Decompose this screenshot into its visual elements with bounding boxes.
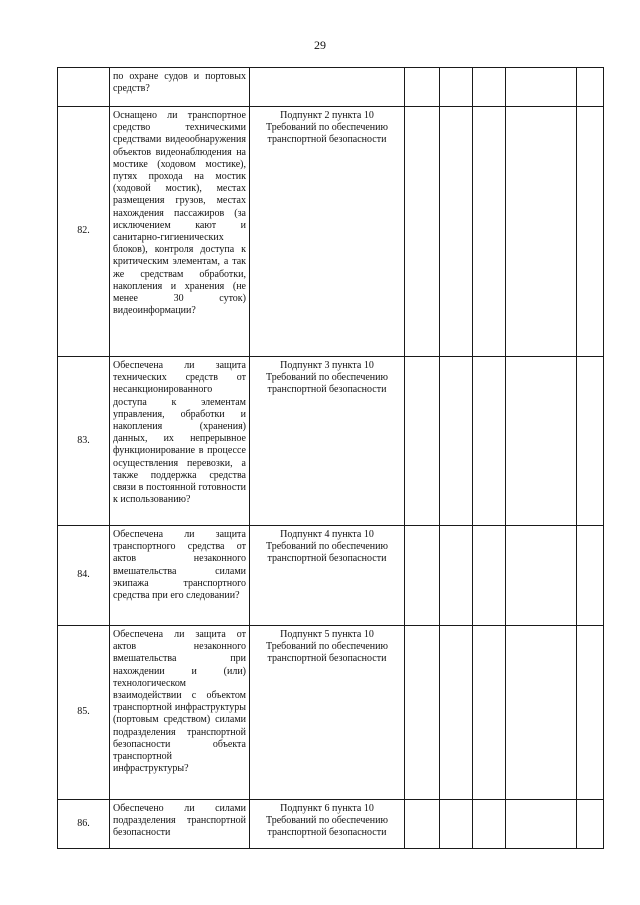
table-row bbox=[58, 526, 604, 626]
answer-cell-na bbox=[473, 800, 506, 849]
extra-cell bbox=[577, 357, 604, 526]
answer-cell-no bbox=[440, 800, 473, 849]
answer-cell-no bbox=[440, 526, 473, 626]
answer-cell-yes bbox=[405, 107, 440, 357]
table-row bbox=[58, 68, 604, 107]
answer-cell-no bbox=[440, 107, 473, 357]
answer-cell-na bbox=[473, 626, 506, 800]
question-cell: Оснащено ли транспортное средство техническими средствами видеообнаружения объектов видеонаблюдения на мостике (ходовом мостике), путях прохода на мостик (ходовой мостик), местах размещения грузов, местах нахождения пассажиров (за исключением кают и санитарно-гигиенических блоков), контроля доступа к критическим элементам, а так же средствам обработки, накопления и хранения (не менее 30 суток) видеоинформации? bbox=[110, 107, 250, 357]
answer-cell-no bbox=[440, 68, 473, 107]
notes-cell bbox=[506, 107, 577, 357]
notes-cell bbox=[506, 68, 577, 107]
answer-cell-yes bbox=[405, 800, 440, 849]
extra-cell bbox=[577, 526, 604, 626]
answer-cell-yes bbox=[405, 68, 440, 107]
row-number: 82. bbox=[58, 107, 110, 357]
checklist-table bbox=[57, 67, 604, 849]
question-cell: Обеспечена ли защита технических средств от несанкционированного доступа к элементам управления, обработки и накопления (хранения) данных, их непрерывное функционирование в процессе осуществления перевозки, а также поддержка средства связи в постоянной готовности к использованию? bbox=[110, 357, 250, 526]
notes-cell bbox=[506, 800, 577, 849]
row-number: 83. bbox=[58, 357, 110, 526]
notes-cell bbox=[506, 626, 577, 800]
question-cell: Обеспечена ли защита транспортного средства от актов незаконного вмешательства силами экипажа транспортного средства при его следовании? bbox=[110, 526, 250, 626]
question-cell: Обеспечена ли защита от актов незаконного вмешательства при нахождении и (или) технологическом взаимодействии с объектом транспортной инфраструктуры (портовым средством) силами подразделения транспортной безопасности объекта транспортной инфраструктуры? bbox=[110, 626, 250, 800]
row-number: 84. bbox=[58, 526, 110, 626]
reference-cell: Подпункт 2 пункта 10 Требований по обеспечению транспортной безопасности bbox=[250, 107, 405, 357]
reference-cell bbox=[250, 68, 405, 107]
question-cell: по охране судов и портовых средств? bbox=[110, 68, 250, 107]
extra-cell bbox=[577, 107, 604, 357]
answer-cell-no bbox=[440, 357, 473, 526]
extra-cell bbox=[577, 626, 604, 800]
notes-cell bbox=[506, 357, 577, 526]
answer-cell-na bbox=[473, 68, 506, 107]
reference-cell: Подпункт 4 пункта 10 Требований по обеспечению транспортной безопасности bbox=[250, 526, 405, 626]
page-number: 29 bbox=[314, 38, 326, 52]
table-row bbox=[58, 800, 604, 849]
question-cell: Обеспечено ли силами подразделения транспортной безопасности bbox=[110, 800, 250, 849]
extra-cell bbox=[577, 800, 604, 849]
answer-cell-na bbox=[473, 526, 506, 626]
answer-cell-na bbox=[473, 107, 506, 357]
table-row bbox=[58, 626, 604, 800]
table-row bbox=[58, 357, 604, 526]
table-row bbox=[58, 107, 604, 357]
answer-cell-yes bbox=[405, 357, 440, 526]
answer-cell-no bbox=[440, 626, 473, 800]
answer-cell-yes bbox=[405, 626, 440, 800]
answer-cell-na bbox=[473, 357, 506, 526]
extra-cell bbox=[577, 68, 604, 107]
notes-cell bbox=[506, 526, 577, 626]
reference-cell: Подпункт 3 пункта 10 Требований по обеспечению транспортной безопасности bbox=[250, 357, 405, 526]
reference-cell: Подпункт 5 пункта 10 Требований по обеспечению транспортной безопасности bbox=[250, 626, 405, 800]
row-number: 85. bbox=[58, 626, 110, 800]
row-number bbox=[58, 68, 110, 107]
row-number: 86. bbox=[58, 800, 110, 849]
answer-cell-yes bbox=[405, 526, 440, 626]
reference-cell: Подпункт 6 пункта 10 Требований по обеспечению транспортной безопасности bbox=[250, 800, 405, 849]
